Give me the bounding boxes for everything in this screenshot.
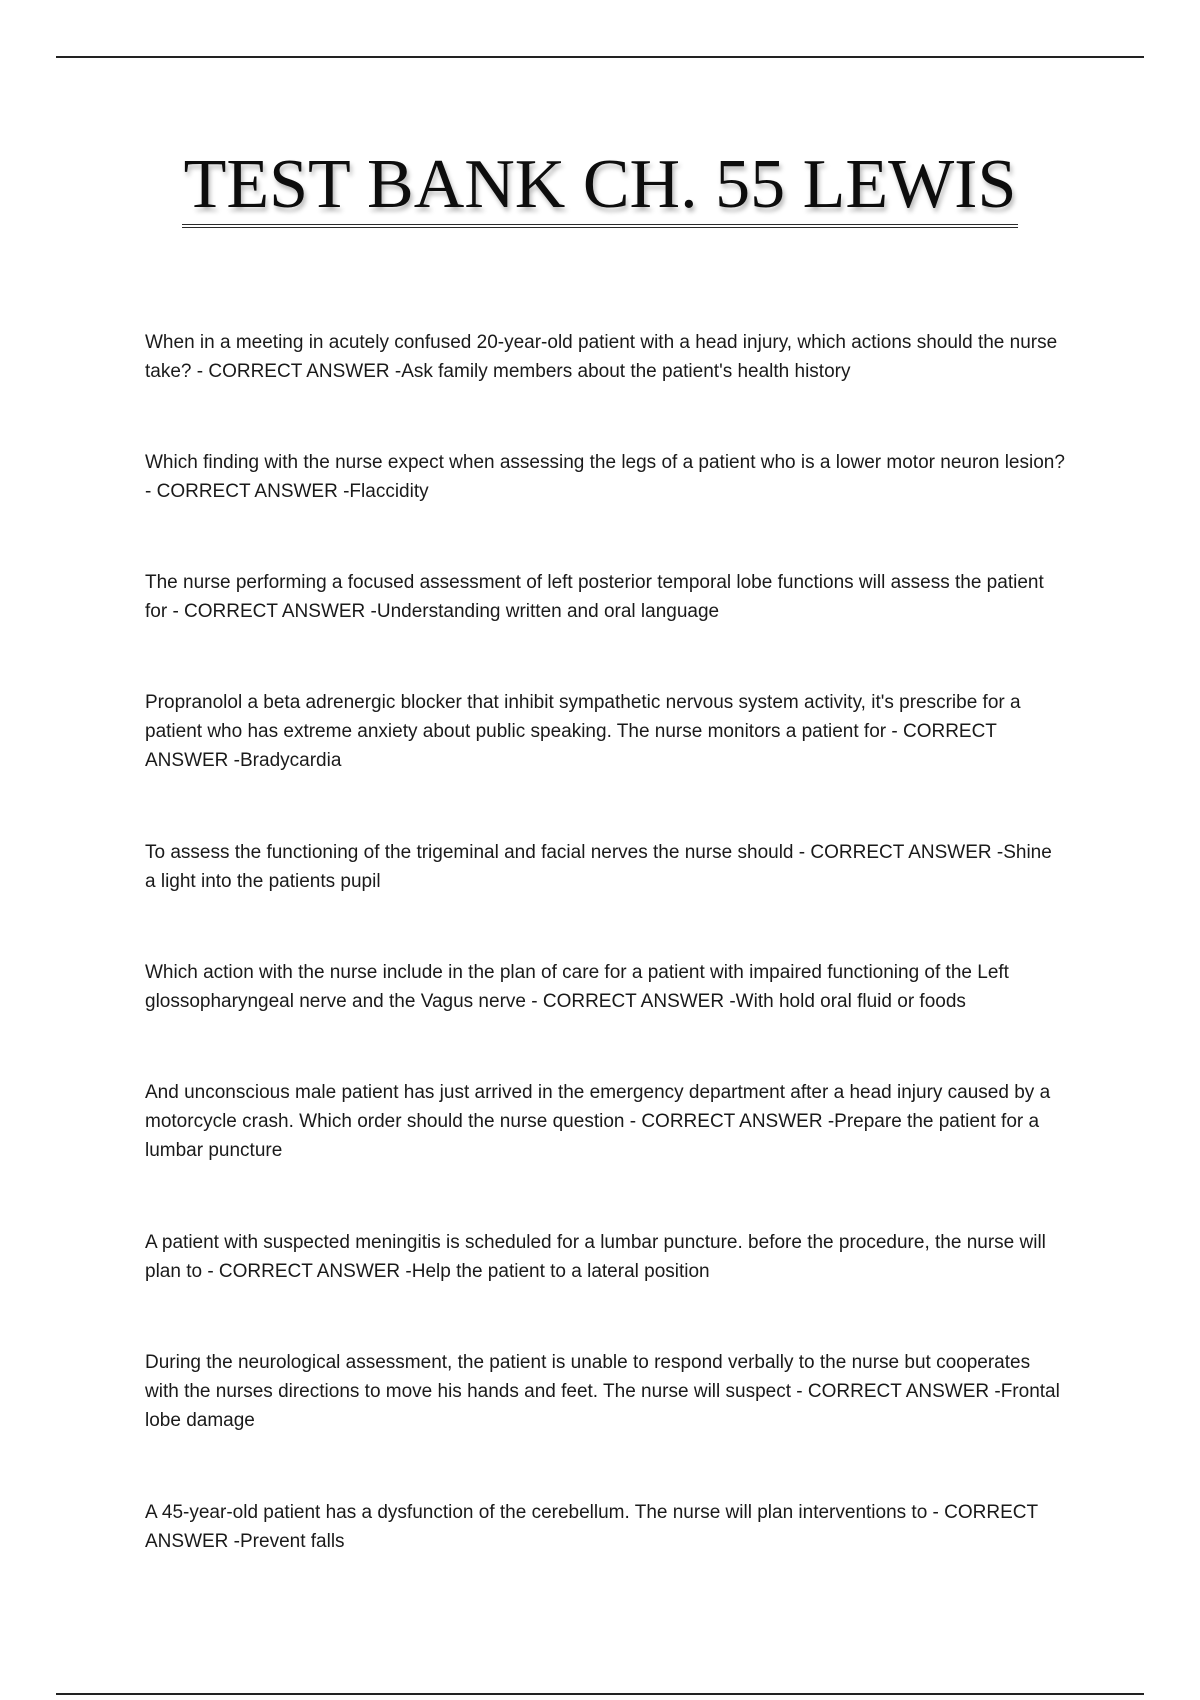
qa-item: During the neurological assessment, the patient is unable to respond verbally to the nurse but cooperates with the nurses directions to move his hands and feet. The nurse will suspect - CORRECT ANSWER -Frontal lobe damage [145, 1352, 1060, 1431]
qa-item: And unconscious male patient has just arrived in the emergency department after a head injury caused by a motorcycle crash. Which order should the nurse question - CORRECT ANSWER -Prepare the patient for a lumbar puncture [145, 1082, 1051, 1161]
qa-item: A 45-year-old patient has a dysfunction of the cerebellum. The nurse will plan interventions to - CORRECT ANSWER -Prevent falls [145, 1502, 1038, 1552]
bottom-rule [56, 1693, 1144, 1695]
page-title-text: TEST BANK CH. 55 LEWIS [182, 150, 1019, 228]
qa-item: Which action with the nurse include in the plan of care for a patient with impaired functioning of the Left glossopharyngeal nerve and the Vagus nerve - CORRECT ANSWER -With hold oral fluid or foods [145, 962, 1009, 1012]
qa-item: The nurse performing a focused assessment of left posterior temporal lobe functions will assess the patient for - CORRECT ANSWER -Understanding written and oral language [145, 572, 1044, 622]
qa-item: To assess the functioning of the trigeminal and facial nerves the nurse should - CORRECT ANSWER -Shine a light into the patients pupil [145, 842, 1052, 892]
page-title [0, 146, 1200, 228]
qa-item: When in a meeting in acutely confused 20-year-old patient with a head injury, which actions should the nurse take? - CORRECT ANSWER -Ask family members about the patient's health history [145, 332, 1058, 382]
qa-item: Propranolol a beta adrenergic blocker that inhibit sympathetic nervous system activity, it's prescribe for a patient who has extreme anxiety about public speaking. The nurse monitors a patient for - CORRECT ANSWER -Bradycardia [145, 692, 1021, 771]
qa-item: Which finding with the nurse expect when assessing the legs of a patient who is a lower motor neuron lesion? - CORRECT ANSWER -Flaccidity [145, 452, 1065, 502]
top-rule [56, 56, 1144, 58]
qa-item: A patient with suspected meningitis is scheduled for a lumbar puncture. before the procedure, the nurse will plan to - CORRECT ANSWER -Help the patient to a lateral position [145, 1232, 1046, 1282]
